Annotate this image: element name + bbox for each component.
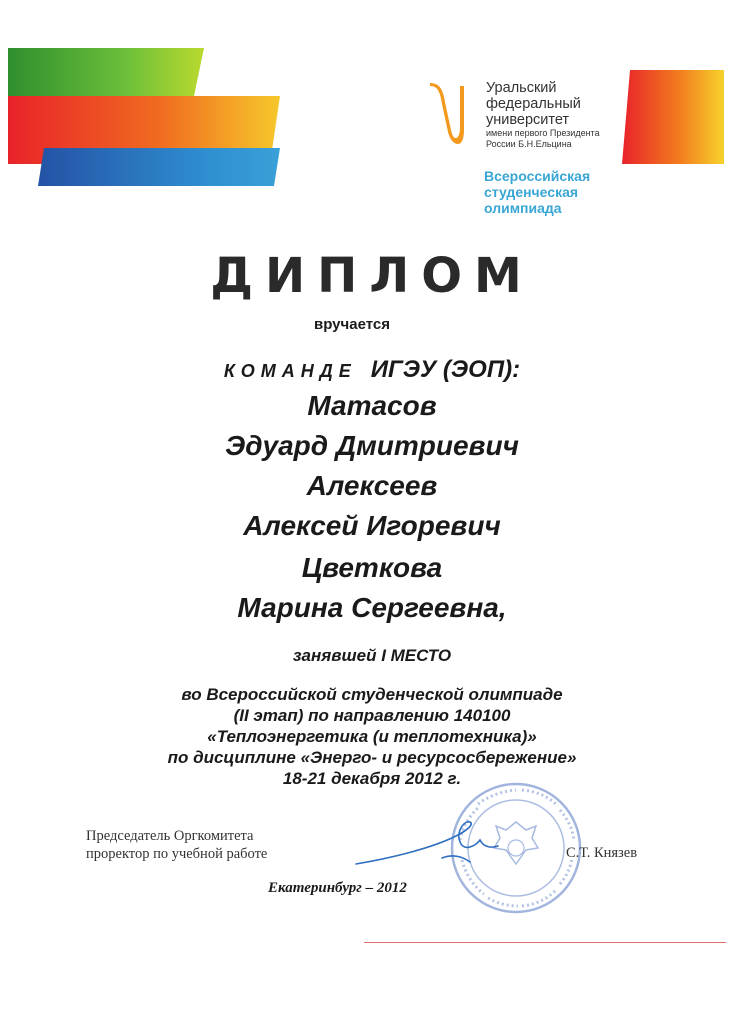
- place-line: занявшей I МЕСТО: [292, 646, 452, 665]
- description-line-1: во Всероссийской студенческой олимпиаде: [181, 685, 563, 704]
- recipient-name-6: Марина Сергеевна,: [237, 592, 507, 623]
- team-name: ИГЭУ (ЭОП):: [370, 356, 521, 383]
- chairman-position-line-2: проректор по учебной работе: [86, 846, 268, 862]
- olympiad-line-3: олимпиада: [484, 200, 562, 216]
- team-prefix: КОМАНДЕ: [223, 361, 357, 381]
- recipient-name-5: Цветкова: [301, 552, 443, 583]
- chairman-position-line-1: Председатель Оргкомитета: [86, 828, 254, 844]
- awarded-label: вручается: [314, 316, 390, 333]
- olympiad-label: [484, 168, 590, 216]
- team-line: [0, 356, 744, 384]
- signer-name: С.Т. Князев: [566, 845, 638, 861]
- header-stripe-right: [622, 70, 724, 164]
- university-name: [486, 80, 600, 150]
- university-logo-icon: [428, 80, 468, 152]
- university-name-line-2: федеральный: [486, 96, 581, 112]
- footer-divider: [364, 942, 726, 943]
- description-line-3: «Теплоэнергетика (и теплотехника)»: [207, 727, 537, 746]
- recipient-name-1: Матасов: [307, 390, 437, 421]
- recipient-name-3: Алексеев: [306, 470, 438, 501]
- recipient-name-2: Эдуард Дмитриевич: [225, 430, 519, 461]
- university-name-line-3: университет: [486, 112, 570, 128]
- diploma-title: ДИПЛОМ: [210, 248, 534, 304]
- description-line-4: по дисциплине «Энерго- и ресурсосбережение»: [167, 748, 577, 767]
- olympiad-line-2: студенческая: [484, 184, 579, 200]
- description-line-5: 18-21 декабря 2012 г.: [282, 769, 462, 788]
- university-subname-line-2: России Б.Н.Ельцина: [486, 139, 572, 149]
- university-subname-line-1: имени первого Президента: [486, 128, 600, 138]
- university-name-line-1: Уральский: [486, 80, 557, 96]
- city-year: Екатеринбург – 2012: [268, 880, 407, 896]
- description: [0, 684, 744, 789]
- recipient-name-4: Алексей Игоревич: [243, 510, 501, 541]
- chairman-position: [86, 827, 267, 863]
- header-stripes-left: [8, 48, 280, 188]
- description-line-2: (II этап) по направлению 140100: [233, 706, 511, 725]
- signature-icon: [352, 818, 500, 878]
- olympiad-line-1: Всероссийская: [484, 168, 591, 184]
